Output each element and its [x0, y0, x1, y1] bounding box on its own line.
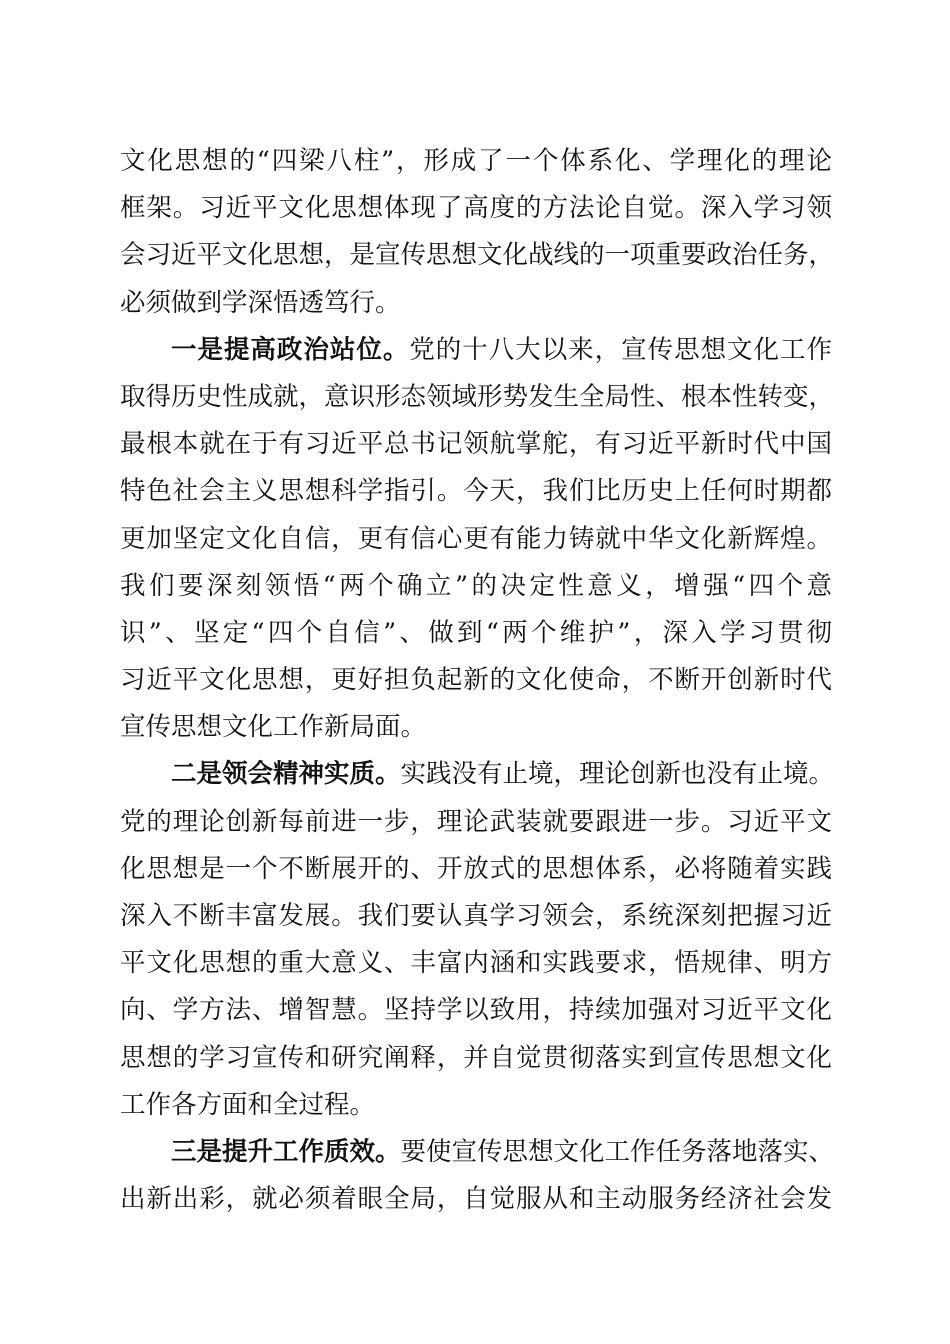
text-line-content: 要使宣传思想文化工作任务落地落实、: [400, 1136, 835, 1167]
text-line: 向、学方法、增智慧。坚持学以致用，持续加强对习近平文化: [120, 995, 832, 1026]
text-line: 必须做到学深悟透笃行。: [120, 287, 401, 318]
text-line: 识”、坚定“四个自信”、做到“两个维护”，深入学习贯彻: [120, 617, 832, 648]
text-line: 特色社会主义思想科学指引。今天，我们比历史上任何时期都: [120, 476, 832, 507]
text-line: 深入不断丰富发展。我们要认真学习领会，系统深刻把握习近: [120, 901, 832, 931]
text-line: [120, 1129, 835, 1176]
paragraph-lead-heading: 一是提高政治站位。: [171, 334, 410, 365]
text-line: 最根本就在于有习近平总书记领航掌舵，有习近平新时代中国: [120, 429, 832, 460]
text-line: 工作各方面和全过程。: [120, 1089, 376, 1120]
text-line: 宣传思想文化工作新局面。: [120, 712, 427, 743]
text-line: 平文化思想的重大意义、丰富内涵和实践要求，悟规律、明方: [120, 948, 832, 979]
text-line-content: 党的十八大以来，宣传思想文化工作: [409, 334, 832, 365]
text-line: [120, 327, 832, 374]
text-line: 框架。习近平文化思想体现了高度的方法论自觉。深入学习领: [120, 193, 832, 224]
text-line: 党的理论创新每前进一步，理论武装就要跟进一步。习近平文: [120, 806, 832, 837]
body-text: [120, 138, 835, 1223]
paragraph-point-three: [120, 1129, 835, 1223]
text-line: 思想的学习宣传和研究阐释，并自觉贯彻落实到宣传思想文化: [120, 1042, 832, 1073]
paragraph-intro: [120, 138, 835, 327]
text-line: 取得历史性成就，意识形态领域形势发生全局性、根本性转变，: [120, 381, 835, 412]
text-line: 出新出彩，就必须着眼全局，自觉服从和主动服务经济社会发: [120, 1184, 832, 1215]
text-line: 习近平文化思想，更好担负起新的文化使命，不断开创新时代: [120, 665, 832, 696]
text-line: 会习近平文化思想，是宣传思想文化战线的一项重要政治任务，: [120, 240, 835, 271]
paragraph-point-two: [120, 751, 835, 1129]
text-line-content: 实践没有止境，理论创新也没有止境。: [400, 759, 835, 790]
text-line: 化思想是一个不断展开的、开放式的思想体系，必将随着实践: [120, 853, 832, 884]
paragraph-lead-heading: 三是提升工作质效。: [171, 1136, 401, 1167]
paragraph-point-one: [120, 327, 835, 752]
text-line: 更加坚定文化自信，更有信心更有能力铸就中华文化新辉煌。: [120, 523, 832, 554]
text-line: [120, 751, 835, 798]
text-line: 我们要深刻领悟“两个确立”的决定性意义，增强“四个意: [120, 570, 832, 601]
text-line: 文化思想的“四梁八柱”，形成了一个体系化、学理化的理论: [120, 146, 832, 176]
paragraph-lead-heading: 二是领会精神实质。: [171, 759, 401, 790]
